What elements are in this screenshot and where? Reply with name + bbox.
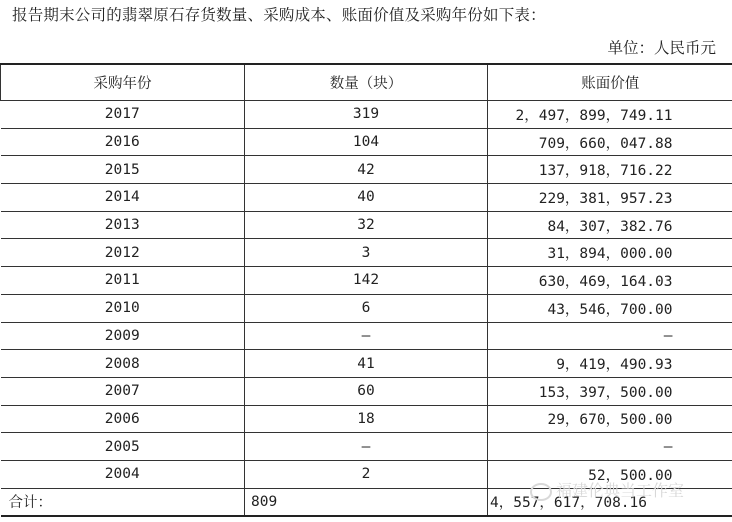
table-row (1, 211, 732, 239)
quantity-cell: 319 (245, 101, 488, 129)
quantity-cell: 142 (245, 267, 488, 295)
book-value-cell: 137，918，716.22 (488, 156, 732, 184)
quantity-cell: 41 (245, 350, 488, 378)
year-cell: 2013 (1, 211, 245, 239)
table-row (1, 101, 732, 129)
quantity-cell: 18 (245, 405, 488, 433)
year-cell: 2006 (1, 405, 245, 433)
quantity-cell: 40 (245, 184, 488, 212)
unit-label: 单位：人民币元 (607, 39, 716, 57)
quantity-cell: 2 (245, 460, 488, 488)
book-value-cell: 43，546，700.00 (488, 294, 732, 322)
year-cell: 2011 (1, 267, 245, 295)
table-row (1, 294, 732, 322)
table-row (1, 405, 732, 433)
table-row (1, 128, 732, 156)
book-value-cell: 84，307，382.76 (488, 211, 732, 239)
year-cell: 2012 (1, 239, 245, 267)
total-book-value: 4，557，617，708.16 (488, 488, 732, 516)
intro-text: 报告期末公司的翡翠原石存货数量、采购成本、账面价值及采购年份如下表： (12, 6, 546, 24)
quantity-cell: 60 (245, 377, 488, 405)
year-cell: 2009 (1, 322, 245, 350)
header-year: 采购年份 (1, 64, 245, 101)
inventory-table (0, 63, 732, 517)
book-value-cell: 31，894，000.00 (488, 239, 732, 267)
year-cell: 2008 (1, 350, 245, 378)
book-value-cell: 2，497，899，749.11 (488, 101, 732, 129)
quantity-cell: 3 (245, 239, 488, 267)
quantity-cell: 104 (245, 128, 488, 156)
quantity-cell: – (245, 433, 488, 461)
book-value-cell: 229，381，957.23 (488, 184, 732, 212)
quantity-cell: 32 (245, 211, 488, 239)
quantity-cell: – (245, 322, 488, 350)
book-value-cell: – (488, 322, 732, 350)
watermark (530, 478, 684, 501)
year-cell: 2014 (1, 184, 245, 212)
header-book-value: 账面价值 (488, 64, 732, 101)
table-row (1, 239, 732, 267)
book-value-cell: 630，469，164.03 (488, 267, 732, 295)
year-cell: 2015 (1, 156, 245, 184)
table-row (1, 322, 732, 350)
header-quantity: 数量（块） (245, 64, 488, 101)
book-value-cell: 709，660，047.88 (488, 128, 732, 156)
quantity-cell: 6 (245, 294, 488, 322)
year-cell: 2005 (1, 433, 245, 461)
year-cell: 2004 (1, 460, 245, 488)
table-row (1, 350, 732, 378)
table-row (1, 267, 732, 295)
year-cell: 2016 (1, 128, 245, 156)
year-cell: 2017 (1, 101, 245, 129)
table-header-row (1, 64, 732, 101)
watermark-text: 福建伦典当工作室 (556, 481, 685, 500)
book-value-cell: 153，397，500.00 (488, 377, 732, 405)
table-row (1, 377, 732, 405)
table-row (1, 156, 732, 184)
book-value-cell: – (488, 433, 732, 461)
book-value-cell: 9，419，490.93 (488, 350, 732, 378)
quantity-cell: 42 (245, 156, 488, 184)
table-row (1, 433, 732, 461)
book-value-cell: 29，670，500.00 (488, 405, 732, 433)
wechat-icon (530, 483, 552, 501)
table-row (1, 184, 732, 212)
year-cell: 2007 (1, 377, 245, 405)
book-value-cell: 52，500.00 (488, 460, 732, 488)
total-quantity: 809 (245, 488, 488, 516)
year-cell: 2010 (1, 294, 245, 322)
total-label: 合计： (1, 488, 245, 516)
